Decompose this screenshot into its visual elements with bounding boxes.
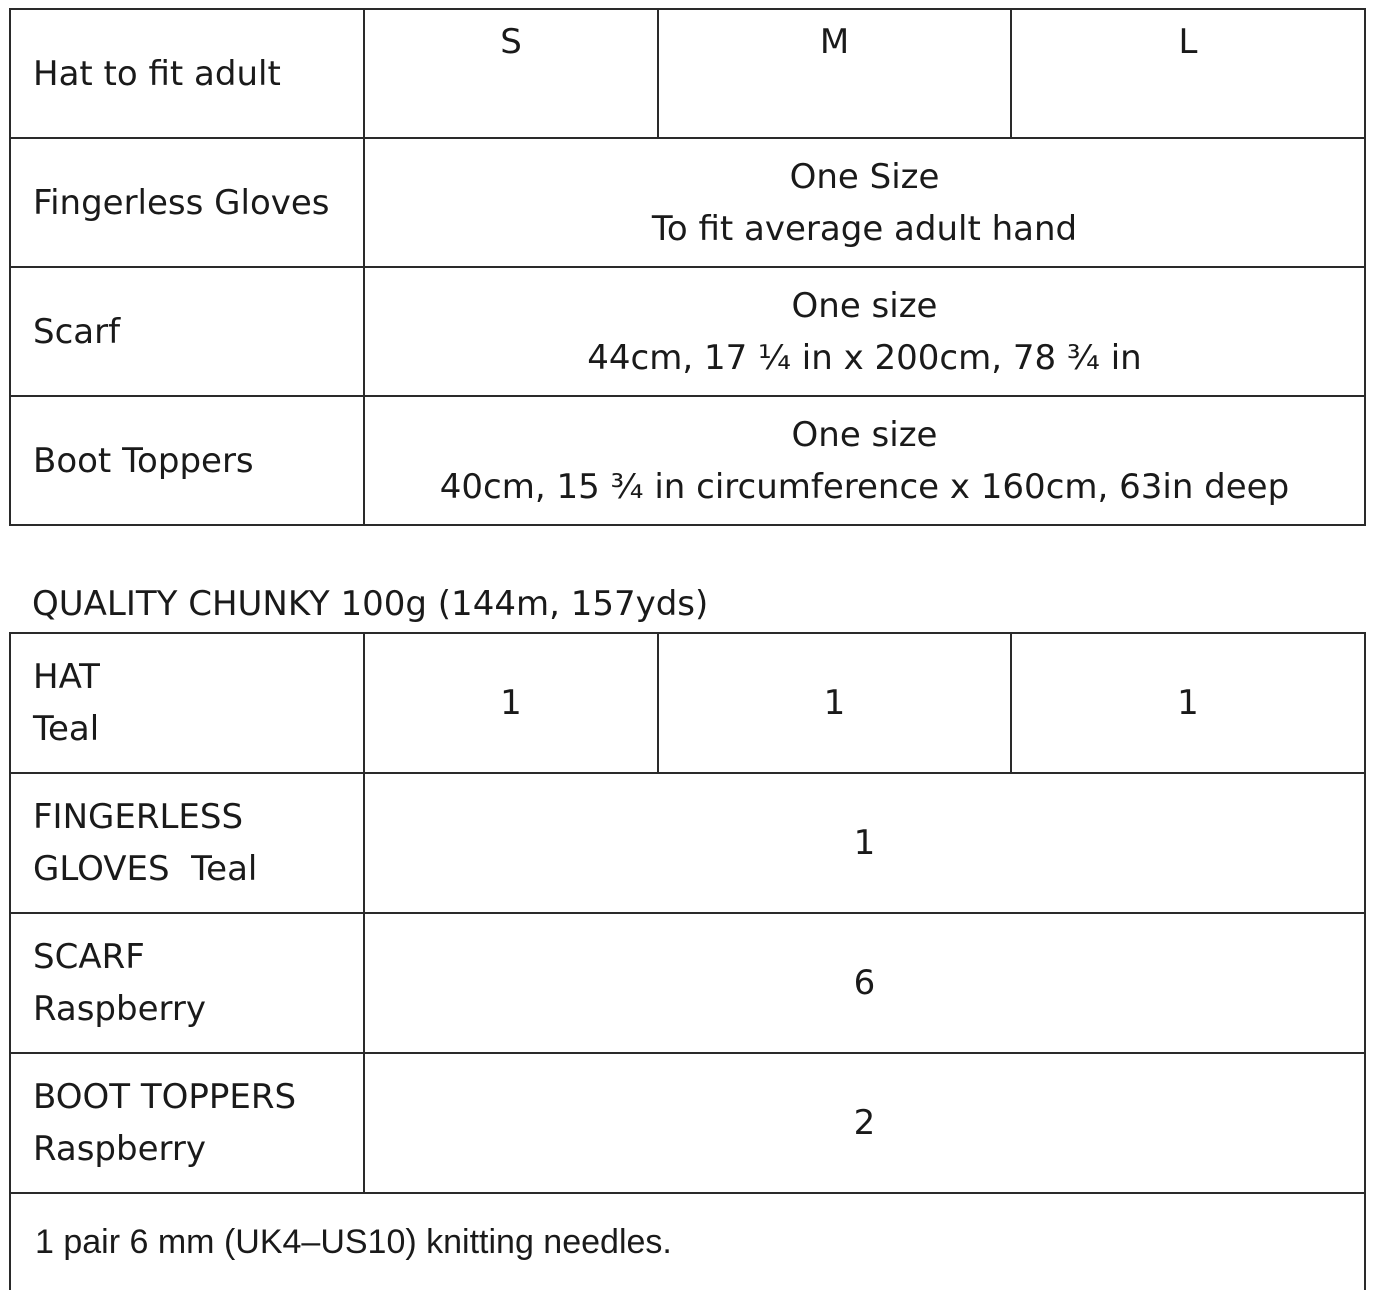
size-row-label: Boot Toppers — [10, 396, 364, 525]
yarn-row-label — [10, 913, 364, 1053]
yarn-qty-l: 1 — [1011, 633, 1365, 773]
size-description-line1: One size — [791, 414, 938, 455]
yarn-row-label-line1: BOOT TOPPERS — [33, 1077, 297, 1117]
size-description — [364, 396, 1365, 525]
yarn-qty: 2 — [364, 1053, 1365, 1193]
size-row-gloves — [10, 138, 1365, 267]
size-row-label: Fingerless Gloves — [10, 138, 364, 267]
yarn-row-label-line2: GLOVES Teal — [33, 849, 258, 889]
yarn-qty-m: 1 — [658, 633, 1011, 773]
yarn-row-label-line1: SCARF — [33, 937, 145, 977]
size-description-line2: To fit average adult hand — [651, 208, 1078, 249]
size-description — [364, 138, 1365, 267]
yarn-row-gloves — [10, 773, 1365, 913]
yarn-row-label — [10, 773, 364, 913]
size-description-line2: 40cm, 15 ¾ in circumference x 160cm, 63in deep — [439, 466, 1290, 507]
yarn-heading: QUALITY CHUNKY 100g (144m, 157yds) — [32, 584, 709, 624]
yarn-row-label — [10, 1053, 364, 1193]
needles-text: 1 pair 6 mm (UK4–US10) knitting needles. — [10, 1193, 1365, 1290]
yarn-row-label-line1: HAT — [33, 657, 100, 697]
size-row-label: Hat to fit adult — [10, 9, 364, 138]
yarn-row-hat — [10, 633, 1365, 773]
size-header-s: S — [364, 9, 658, 138]
size-description — [364, 267, 1365, 396]
size-row-boot-toppers — [10, 396, 1365, 525]
yarn-row-boot-toppers — [10, 1053, 1365, 1193]
size-header-m: M — [658, 9, 1011, 138]
yarn-row-scarf — [10, 913, 1365, 1053]
needles-row — [10, 1193, 1365, 1290]
size-row-scarf — [10, 267, 1365, 396]
size-row-label: Scarf — [10, 267, 364, 396]
size-table — [9, 8, 1366, 526]
yarn-qty-s: 1 — [364, 633, 658, 773]
size-description-line2: 44cm, 17 ¼ in x 200cm, 78 ¾ in — [587, 337, 1142, 378]
yarn-qty: 6 — [364, 913, 1365, 1053]
yarn-qty: 1 — [364, 773, 1365, 913]
size-header-l: L — [1011, 9, 1365, 138]
yarn-row-label-line2: Raspberry — [33, 1129, 206, 1169]
yarn-row-label — [10, 633, 364, 773]
size-description-line1: One size — [791, 285, 938, 326]
yarn-row-label-line2: Teal — [33, 709, 100, 749]
yarn-table — [9, 632, 1366, 1290]
yarn-row-label-line2: Raspberry — [33, 989, 206, 1029]
size-row-hat — [10, 9, 1365, 138]
size-description-line1: One Size — [789, 156, 940, 197]
yarn-row-label-line1: FINGERLESS — [33, 797, 244, 837]
